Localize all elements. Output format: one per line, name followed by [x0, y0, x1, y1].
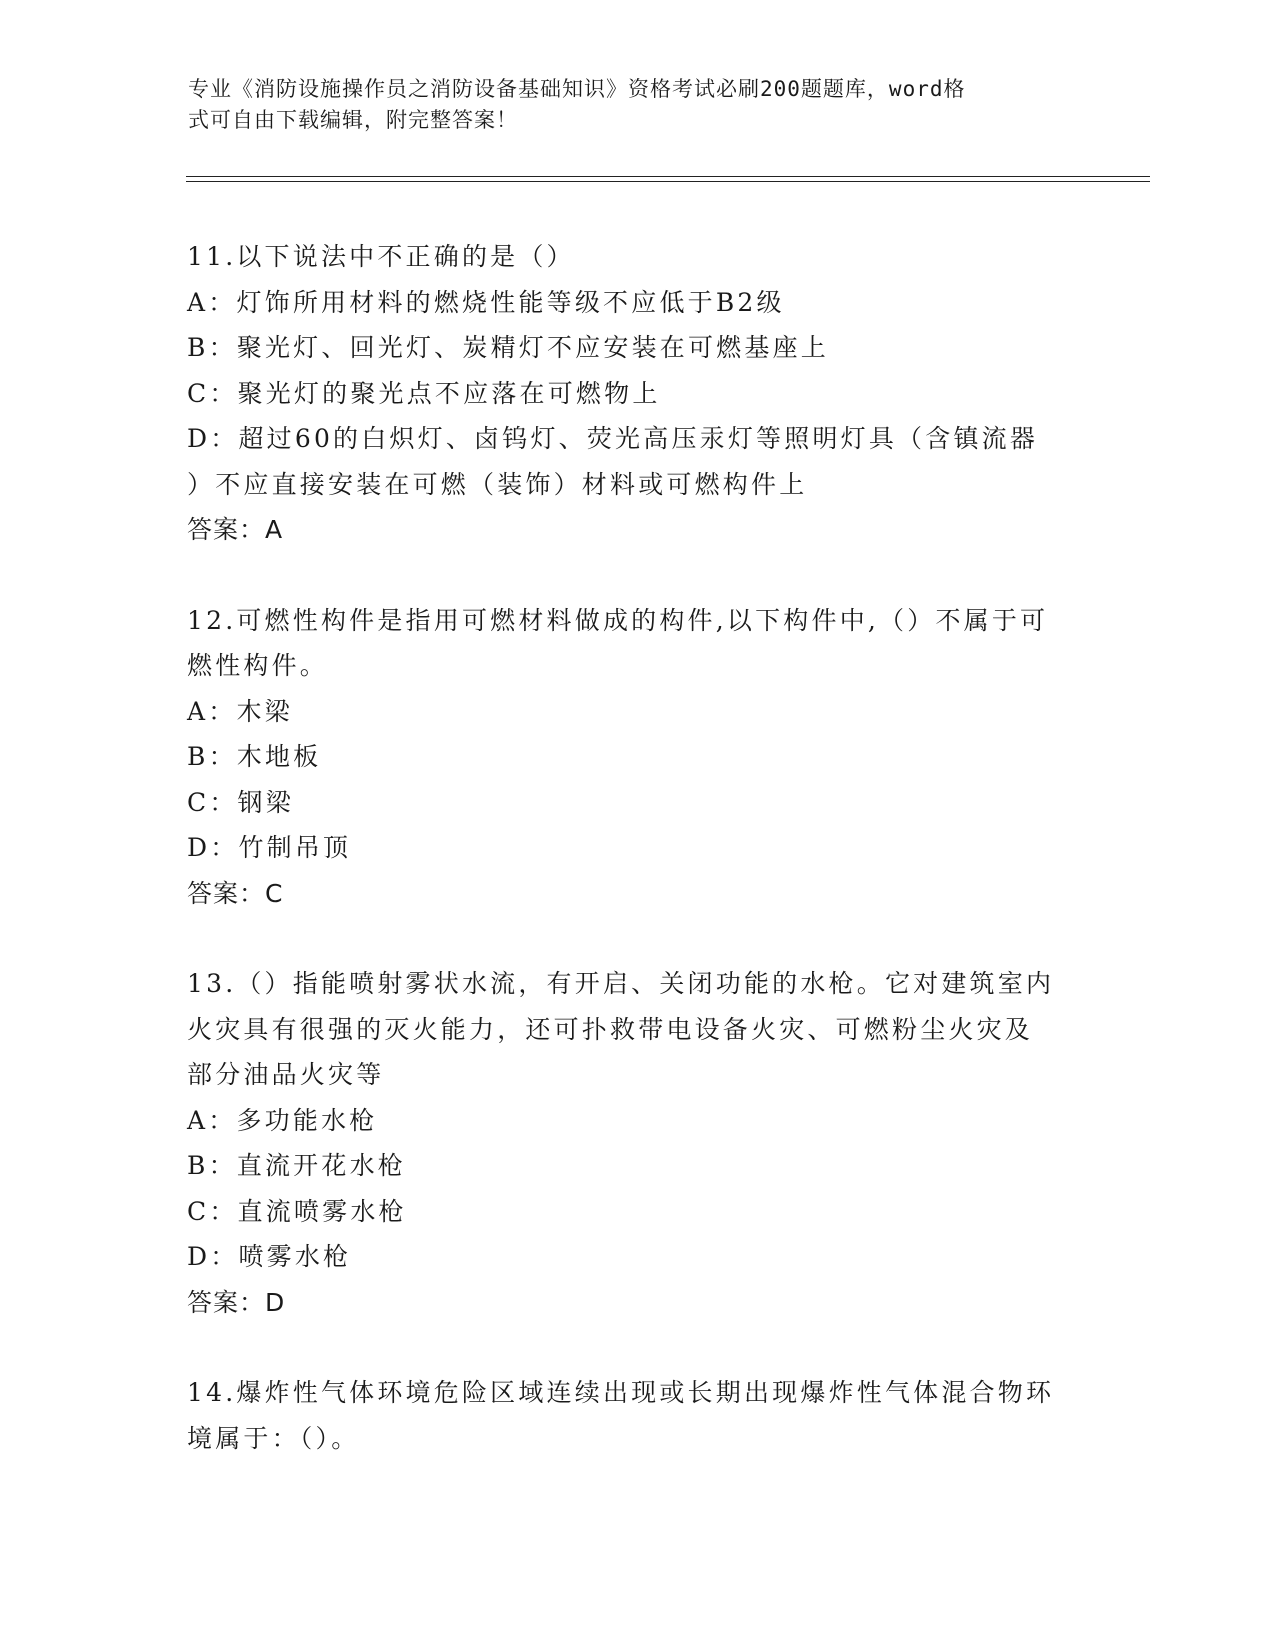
- question-block: [187, 234, 1087, 553]
- question-stem: 12.可燃性构件是指用可燃材料做成的构件,以下构件中,（）不属于可: [187, 605, 1049, 635]
- question-stem: 14.爆炸性气体环境危险区域连续出现或长期出现爆炸性气体混合物环: [187, 1378, 1055, 1407]
- answer-option: D：超过60的白炽灯、卤钨灯、荧光高压汞灯等照明灯具（含镇流器: [187, 424, 1039, 453]
- answer-option: B：聚光灯、回光灯、炭精灯不应安装在可燃基座上: [187, 333, 829, 362]
- answer-option: D：喷雾水枪: [187, 1242, 352, 1271]
- header-divider-bottom: [186, 181, 1150, 182]
- header-divider-top: [186, 176, 1150, 177]
- header-line-1: 专业《消防设施操作员之消防设备基础知识》资格考试必刷200题题库，word格: [188, 77, 966, 101]
- question-stem: 境属于：（）。: [187, 1423, 360, 1453]
- answer-option: ）不应直接安装在可燃（装饰）材料或可燃构件上: [187, 469, 808, 499]
- header-line-2: 式可自由下载编辑，附完整答案！: [188, 108, 518, 132]
- answer-key: 答案：D: [187, 1287, 286, 1317]
- answer-key: 答案：C: [187, 878, 284, 908]
- question-stem: 11.以下说法中不正确的是（）: [187, 242, 575, 271]
- answer-option: A：多功能水枪: [187, 1105, 378, 1135]
- answer-option: C：聚光灯的聚光点不应落在可燃物上: [187, 378, 661, 408]
- question-list: [187, 234, 1087, 1506]
- answer-option: C：钢梁: [187, 787, 294, 817]
- document-header: [188, 74, 1068, 136]
- answer-option: A：灯饰所用材料的燃烧性能等级不应低于B2级: [187, 287, 785, 317]
- question-stem: 火灾具有很强的灭火能力，还可扑救带电设备火灾、可燃粉尘火灾及: [187, 1014, 1034, 1044]
- answer-option: D：竹制吊顶: [187, 833, 352, 862]
- question-stem: 部分油品火灾等: [187, 1060, 385, 1089]
- question-block: [187, 961, 1087, 1325]
- question-block: [187, 1370, 1087, 1461]
- answer-key: 答案：A: [187, 515, 284, 544]
- answer-option: C：直流喷雾水枪: [187, 1196, 407, 1226]
- answer-option: A：木梁: [187, 696, 293, 726]
- question-stem: 燃性构件。: [187, 651, 329, 680]
- question-block: [187, 598, 1087, 917]
- answer-option: B：直流开花水枪: [187, 1151, 406, 1180]
- answer-option: B：木地板: [187, 742, 322, 771]
- question-stem: 13.（）指能喷射雾状水流，有开启、关闭功能的水枪。它对建筑室内: [187, 969, 1055, 998]
